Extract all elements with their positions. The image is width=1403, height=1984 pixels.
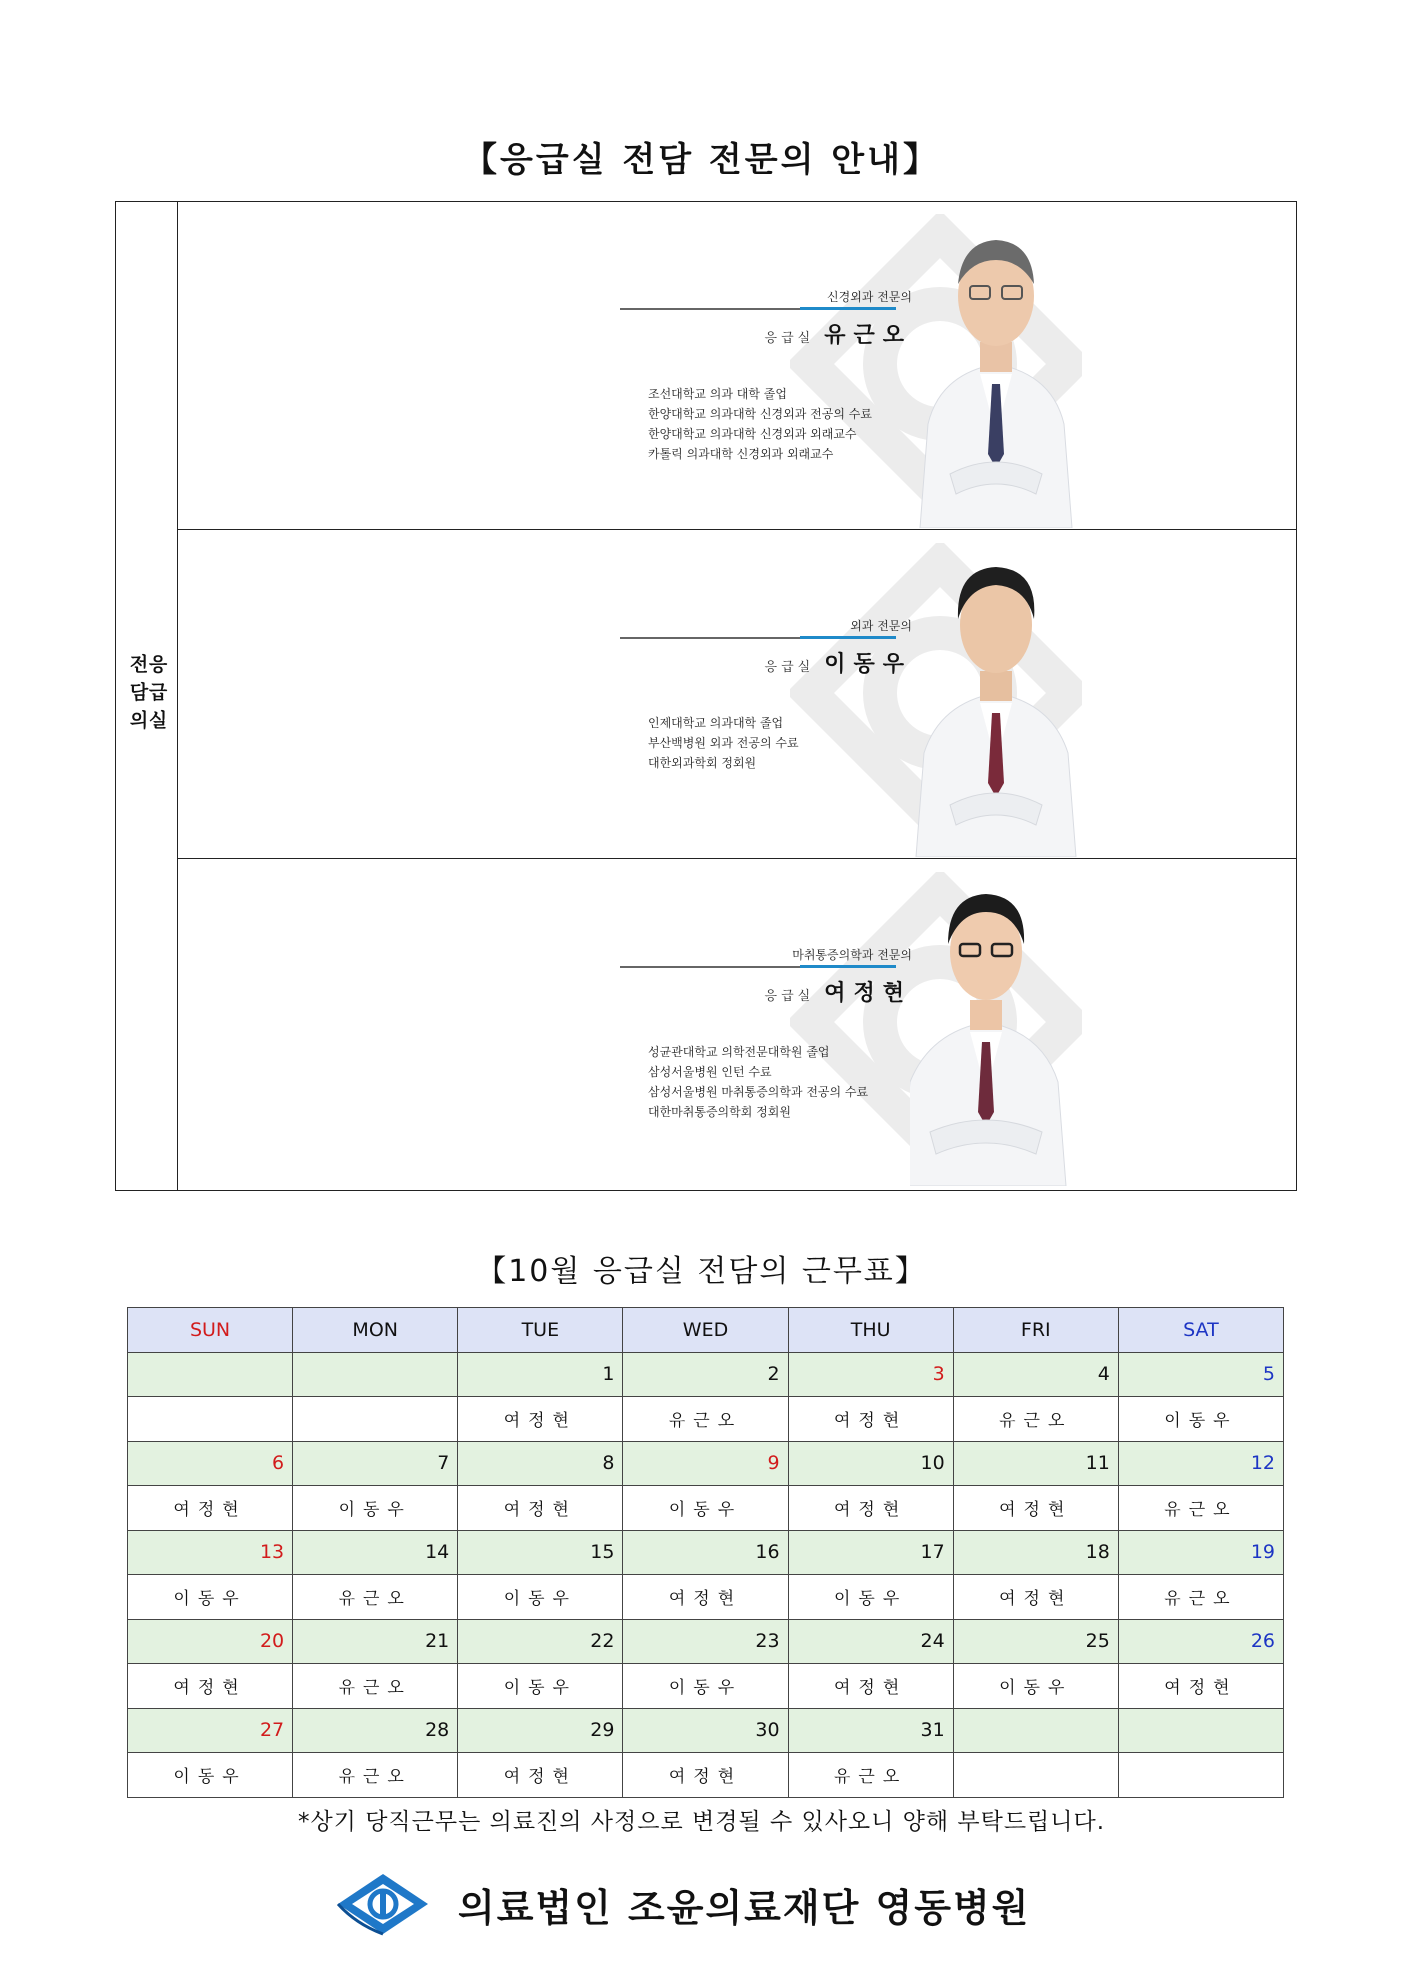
date-cell: 17 — [788, 1530, 953, 1575]
career-item: 삼성서울병원 인턴 수료 — [648, 1065, 772, 1079]
career-item: 인제대학교 의과대학 졸업 — [648, 716, 784, 730]
duty-doctor-cell: 이동우 — [623, 1486, 788, 1531]
schedule-note: *상기 당직근무는 의료진의 사정으로 변경될 수 있사오니 양해 부탁드립니다. — [297, 1809, 1106, 1835]
accent-line — [800, 307, 896, 310]
side-label-cell — [116, 202, 178, 1190]
date-cell: 25 — [953, 1619, 1118, 1664]
weekday-header: MON — [293, 1308, 458, 1353]
date-cell: 11 — [953, 1441, 1118, 1486]
date-cell: 2 — [623, 1352, 788, 1397]
doctor-name-row — [765, 318, 912, 349]
date-cell — [1118, 1708, 1283, 1753]
hospital-logo-icon — [336, 1872, 430, 1936]
date-row — [128, 1352, 1284, 1397]
divider-line — [620, 966, 800, 968]
side-label: 응급실 전담의 — [126, 654, 168, 738]
date-cell: 23 — [623, 1619, 788, 1664]
duty-doctor-cell: 유근오 — [293, 1664, 458, 1709]
duty-row — [128, 1575, 1284, 1620]
duty-doctor-cell: 여정현 — [128, 1664, 293, 1709]
duty-row — [128, 1397, 1284, 1442]
date-cell: 21 — [293, 1619, 458, 1664]
date-cell: 3 — [788, 1352, 953, 1397]
weekday-header: WED — [623, 1308, 788, 1353]
doctor-specialty: 외과 전문의 — [850, 619, 912, 633]
duty-doctor-cell: 이동우 — [953, 1664, 1118, 1709]
duty-row — [128, 1664, 1284, 1709]
page-title: 【응급실 전담 전문의 안내】 — [463, 140, 940, 180]
date-cell: 8 — [458, 1441, 623, 1486]
duty-doctor-cell — [128, 1397, 293, 1442]
duty-doctor-cell: 여정현 — [623, 1753, 788, 1798]
date-cell: 19 — [1118, 1530, 1283, 1575]
doctor-section — [115, 201, 1297, 1191]
date-row — [128, 1708, 1284, 1753]
duty-doctor-cell: 이동우 — [458, 1575, 623, 1620]
date-cell: 26 — [1118, 1619, 1283, 1664]
duty-doctor-cell: 이동우 — [128, 1575, 293, 1620]
date-cell: 1 — [458, 1352, 623, 1397]
duty-doctor-cell: 여정현 — [953, 1575, 1118, 1620]
duty-doctor-cell: 이동우 — [788, 1575, 953, 1620]
doctor-name-prefix: 응급실 — [764, 331, 815, 346]
date-cell: 9 — [623, 1441, 788, 1486]
duty-doctor-cell: 여정현 — [458, 1753, 623, 1798]
duty-doctor-cell: 유근오 — [1118, 1575, 1283, 1620]
weekday-header: SAT — [1118, 1308, 1283, 1353]
date-cell: 28 — [293, 1708, 458, 1753]
duty-doctor-cell: 이동우 — [623, 1664, 788, 1709]
hospital-name: 의료법인 조윤의료재단 영동병원 — [458, 1885, 1031, 1930]
date-cell: 6 — [128, 1441, 293, 1486]
career-item: 조선대학교 의과 대학 졸업 — [648, 387, 787, 401]
duty-doctor-cell: 여정현 — [458, 1397, 623, 1442]
career-item: 카톨릭 의과대학 신경외과 외래교수 — [648, 447, 834, 461]
duty-row — [128, 1753, 1284, 1798]
duty-doctor-cell: 여정현 — [458, 1486, 623, 1531]
duty-doctor-cell: 유근오 — [953, 1397, 1118, 1442]
date-cell: 31 — [788, 1708, 953, 1753]
schedule-table — [127, 1307, 1284, 1798]
doctor-career-list — [648, 384, 872, 464]
duty-doctor-cell: 여정현 — [128, 1486, 293, 1531]
weekday-header: THU — [788, 1308, 953, 1353]
divider-line — [620, 308, 800, 310]
duty-doctor-cell: 유근오 — [788, 1753, 953, 1798]
date-row — [128, 1530, 1284, 1575]
date-cell: 22 — [458, 1619, 623, 1664]
duty-doctor-cell: 유근오 — [623, 1397, 788, 1442]
career-item: 대한외과학회 정회원 — [648, 756, 757, 770]
career-item: 삼성서울병원 마취통증의학과 전공의 수료 — [648, 1085, 869, 1099]
doctor-row — [178, 202, 1296, 530]
doctor-specialty: 마취통증의학과 전문의 — [792, 948, 912, 962]
date-cell: 27 — [128, 1708, 293, 1753]
doctor-name-prefix: 응급실 — [764, 989, 815, 1004]
duty-doctor-cell: 이동우 — [128, 1753, 293, 1798]
date-cell: 30 — [623, 1708, 788, 1753]
career-item: 부산백병원 외과 전공의 수료 — [648, 736, 799, 750]
duty-doctor-cell — [293, 1397, 458, 1442]
doctor-row — [178, 860, 1296, 1190]
date-cell — [293, 1352, 458, 1397]
date-cell: 7 — [293, 1441, 458, 1486]
date-cell: 12 — [1118, 1441, 1283, 1486]
doctor-name-row — [765, 976, 912, 1007]
accent-line — [800, 965, 896, 968]
career-item: 한양대학교 의과대학 신경외과 외래교수 — [648, 427, 857, 441]
date-cell: 15 — [458, 1530, 623, 1575]
doctor-name-row — [765, 647, 912, 678]
doctor-name: 유근오 — [824, 323, 912, 348]
duty-doctor-cell: 여정현 — [953, 1486, 1118, 1531]
doctor-row — [178, 531, 1296, 859]
date-cell: 10 — [788, 1441, 953, 1486]
duty-doctor-cell: 이동우 — [458, 1664, 623, 1709]
weekday-header: SUN — [128, 1308, 293, 1353]
doctor-card — [620, 533, 1082, 857]
duty-doctor-cell: 이동우 — [293, 1486, 458, 1531]
doctor-card — [620, 862, 1082, 1186]
career-item: 대한마취통증의학회 정회원 — [648, 1105, 791, 1119]
date-cell — [953, 1708, 1118, 1753]
duty-doctor-cell — [953, 1753, 1118, 1798]
schedule-title: 【10월 응급실 전담의 근무표】 — [476, 1254, 927, 1289]
doctor-name: 이동우 — [824, 652, 912, 677]
doctor-specialty: 신경외과 전문의 — [827, 290, 912, 304]
weekday-header: TUE — [458, 1308, 623, 1353]
date-cell: 5 — [1118, 1352, 1283, 1397]
doctor-photo-icon — [910, 882, 1082, 1186]
doctor-name-prefix: 응급실 — [764, 660, 815, 675]
date-cell: 18 — [953, 1530, 1118, 1575]
date-cell: 16 — [623, 1530, 788, 1575]
duty-doctor-cell: 여정현 — [1118, 1664, 1283, 1709]
doctor-name: 여정현 — [824, 981, 912, 1006]
duty-doctor-cell: 유근오 — [293, 1575, 458, 1620]
duty-doctor-cell — [1118, 1753, 1283, 1798]
duty-row — [128, 1486, 1284, 1531]
duty-doctor-cell: 여정현 — [788, 1397, 953, 1442]
duty-doctor-cell: 여정현 — [788, 1486, 953, 1531]
career-item: 성균관대학교 의학전문대학원 졸업 — [648, 1045, 830, 1059]
divider-line — [620, 637, 800, 639]
duty-doctor-cell: 유근오 — [293, 1753, 458, 1798]
footer — [336, 1872, 1030, 1936]
date-cell: 4 — [953, 1352, 1118, 1397]
date-cell: 13 — [128, 1530, 293, 1575]
date-cell — [128, 1352, 293, 1397]
weekday-header-row — [128, 1308, 1284, 1353]
accent-line — [800, 636, 896, 639]
duty-doctor-cell: 여정현 — [623, 1575, 788, 1620]
duty-doctor-cell: 여정현 — [788, 1664, 953, 1709]
date-cell: 24 — [788, 1619, 953, 1664]
doctor-photo-icon — [910, 224, 1082, 528]
doctor-photo-icon — [910, 553, 1082, 857]
doctor-career-list — [648, 1042, 868, 1122]
career-item: 한양대학교 의과대학 신경외과 전공의 수료 — [648, 407, 872, 421]
weekday-header: FRI — [953, 1308, 1118, 1353]
date-row — [128, 1619, 1284, 1664]
date-cell: 20 — [128, 1619, 293, 1664]
duty-doctor-cell: 이동우 — [1118, 1397, 1283, 1442]
date-cell: 29 — [458, 1708, 623, 1753]
doctor-card — [620, 204, 1082, 528]
duty-doctor-cell: 유근오 — [1118, 1486, 1283, 1531]
date-row — [128, 1441, 1284, 1486]
date-cell: 14 — [293, 1530, 458, 1575]
doctor-career-list — [648, 713, 799, 773]
